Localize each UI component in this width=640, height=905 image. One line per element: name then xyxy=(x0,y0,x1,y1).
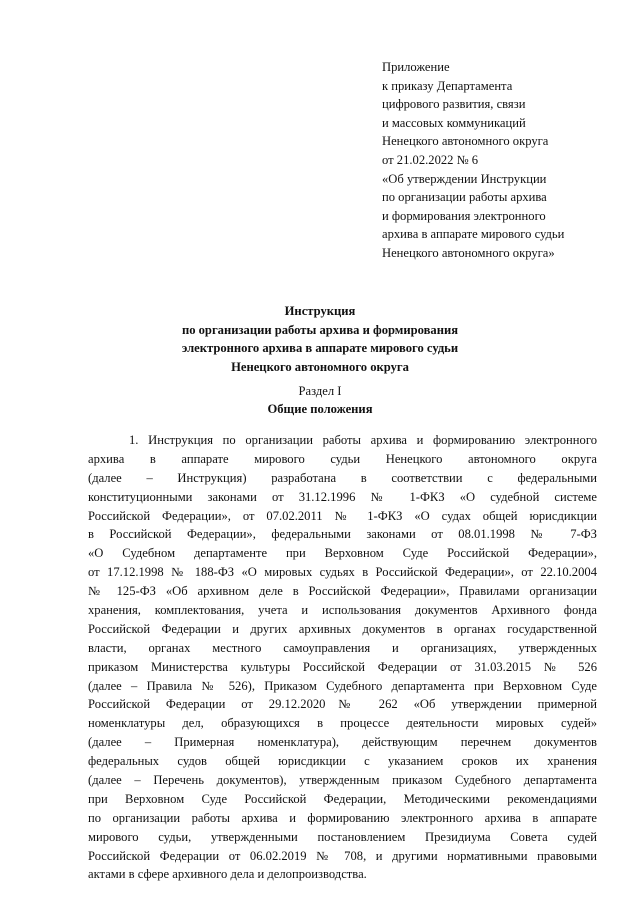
paragraph-line: федеральных судов общей юрисдикции с указанием сроков их хранения xyxy=(88,754,597,769)
paragraph-line: хранения, комплектования, учета и использования документов Архивного фонда xyxy=(88,603,597,618)
paragraph-line: приказом Министерства культуры Российской Федерации от 31.03.2015 № 526 xyxy=(88,659,597,674)
appendix-line: и массовых коммуникаций xyxy=(382,115,526,130)
appendix-line: цифрового развития, связи xyxy=(382,97,526,112)
section-title: Общие положения xyxy=(267,402,373,416)
paragraph-line: мирового судьи, утвержденными постановлением Президиума Совета судей xyxy=(88,829,597,844)
paragraph-line: Российской Федерации», от 07.02.2011 № 1-ФКЗ «О судах общей юрисдикции xyxy=(88,508,597,523)
title-line: по организации работы архива и формирования xyxy=(181,322,459,337)
paragraph-line: Российской Федерации и других архивных документов в органах государственной xyxy=(88,621,597,636)
appendix-line: Ненецкого автономного округа» xyxy=(382,245,555,260)
paragraph-line: 1. Инструкция по организации работы архива и формированию электронного xyxy=(129,433,597,447)
paragraph-line: (далее – Перечень документов), утвержденным приказом Судебного департамента xyxy=(88,773,597,788)
title-line: электронного архива в аппарате мирового судьи xyxy=(181,341,459,356)
paragraph-line: (далее – Инструкция) разработана в соответствии с федеральными xyxy=(88,470,597,485)
paragraph-line: Российской Федерации от 06.02.2019 № 708, и другими нормативными правовыми xyxy=(88,848,597,863)
appendix-block xyxy=(382,58,564,263)
paragraph-1 xyxy=(88,431,597,884)
paragraph-line: конституционными законами от 31.12.1996 № 1-ФКЗ «О судебной системе xyxy=(88,489,597,504)
appendix-line: Приложение xyxy=(382,60,450,74)
appendix-line: архива в аппарате мирового судьи xyxy=(382,227,565,242)
paragraph-line: (далее – Примерная номенклатура), действующим перечнем документов xyxy=(88,735,597,750)
paragraph-line: при Верховном Суде Российской Федерации, Методическими рекомендациями xyxy=(88,791,597,806)
paragraph-line: власти, органах местного самоуправления и организациях, утвержденных xyxy=(88,640,597,655)
paragraph-line: (далее – Правила № 526), Приказом Судебного департамента при Верховном Суде xyxy=(88,678,597,693)
appendix-line: и формирования электронного xyxy=(382,208,546,223)
section-number: Раздел I xyxy=(298,384,342,398)
paragraph-line: архива в аппарате мирового судьи Ненецкого автономного округа xyxy=(88,451,597,466)
title-line: Инструкция xyxy=(284,304,356,318)
paragraph-line: Российской Федерации от 29.12.2020№ 262 «Об утверждении примерной xyxy=(88,697,597,712)
paragraph-line: «О Судебном департаменте при Верховном Суде Российской Федерации», xyxy=(88,546,597,561)
paragraph-line: от 17.12.1998 № 188-ФЗ «О мировых судьях в Российской Федерации», от 22.10.2004 xyxy=(88,565,597,580)
paragraph-line: в Российской Федерации», федеральными законами от 08.01.1998 № 7-ФЗ xyxy=(88,527,597,542)
appendix-line: по организации работы архива xyxy=(382,190,547,205)
appendix-line: Ненецкого автономного округа xyxy=(382,134,549,149)
paragraph-line: номенклатуры дел, образующихся в процессе деятельности мировых судей» xyxy=(88,716,597,731)
paragraph-line: актами в сфере архивного дела и делопроизводства. xyxy=(88,867,367,882)
document-title xyxy=(0,302,640,377)
appendix-line: «Об утверждении Инструкции xyxy=(382,171,547,186)
title-line: Ненецкого автономного округа xyxy=(231,360,409,375)
appendix-line: от 21.02.2022 № 6 xyxy=(382,152,479,167)
appendix-line: к приказу Департамента xyxy=(382,78,513,93)
paragraph-line: № 125-ФЗ «Об архивном деле в Российской Федерации», Правилами организации xyxy=(88,584,597,599)
paragraph-line: по организации работы архива и формированию электронного архива в аппарате xyxy=(88,810,597,825)
